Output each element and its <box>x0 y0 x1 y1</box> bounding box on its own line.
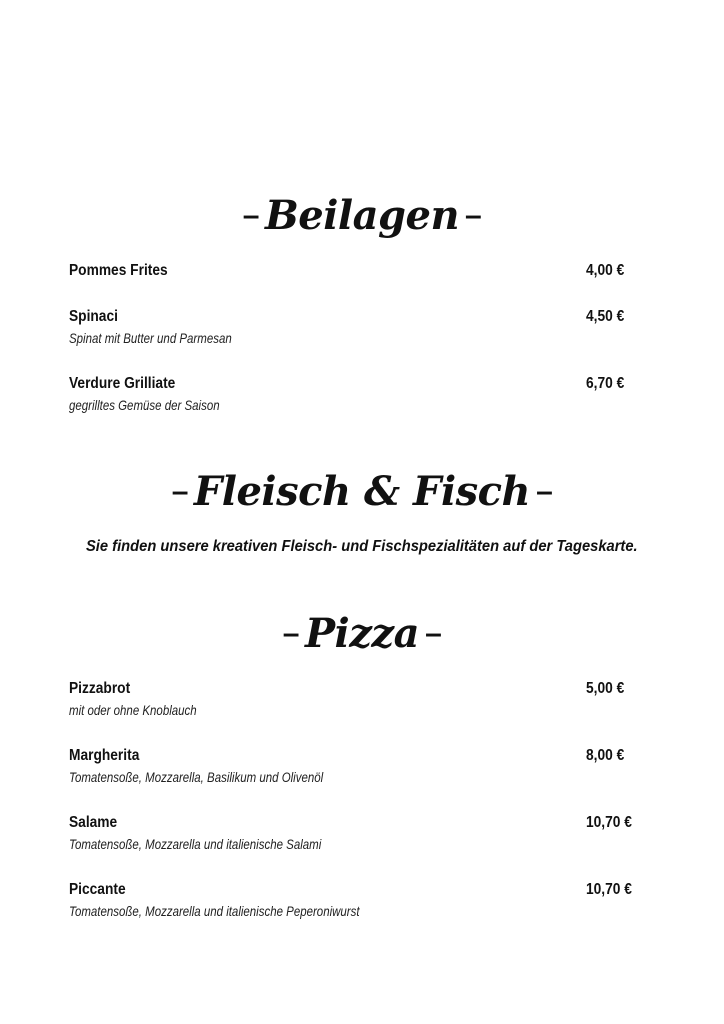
item-name: Verdure Grilliate <box>69 375 176 392</box>
heading-dash-right: – <box>465 199 482 232</box>
heading-dash-left: – <box>171 475 188 508</box>
section-heading-fleisch-fisch <box>0 468 724 516</box>
item-price: 4,50 € <box>586 308 625 325</box>
fleisch-fisch-note <box>0 538 724 556</box>
section-title-pizza: Pizza <box>304 610 420 657</box>
heading-dash-right: – <box>536 475 553 508</box>
section-title-fleisch-fisch: Fleisch & Fisch <box>193 468 531 515</box>
section-heading-pizza <box>0 610 724 658</box>
item-description: Tomatensoße, Mozzarella, Basilikum und Olivenöl <box>69 769 324 785</box>
item-price: 6,70 € <box>586 375 625 392</box>
item-price: 8,00 € <box>586 747 625 764</box>
heading-dash-right: – <box>425 617 442 650</box>
section-heading-beilagen <box>0 192 724 240</box>
item-description: Tomatensoße, Mozzarella und italienische Salami <box>69 836 322 852</box>
item-name: Spinaci <box>69 308 118 325</box>
note-text: Sie finden unsere kreativen Fleisch- und Fischspezialitäten auf der Tageskarte. <box>86 538 638 555</box>
item-price: 10,70 € <box>586 814 632 831</box>
heading-dash-left: – <box>282 617 299 650</box>
item-description: Spinat mit Butter und Parmesan <box>69 330 232 346</box>
item-name: Pizzabrot <box>69 680 131 697</box>
item-price: 10,70 € <box>586 881 632 898</box>
heading-dash-left: – <box>242 199 259 232</box>
item-description: mit oder ohne Knoblauch <box>69 702 197 718</box>
item-name: Salame <box>69 814 118 831</box>
item-description: Tomatensoße, Mozzarella und italienische Peperoniwurst <box>69 903 360 919</box>
item-name: Piccante <box>69 881 126 898</box>
item-name: Pommes Frites <box>69 262 168 279</box>
item-name: Margherita <box>69 747 140 764</box>
item-description: gegrilltes Gemüse der Saison <box>69 397 220 413</box>
item-price: 4,00 € <box>586 262 625 279</box>
section-title-beilagen: Beilagen <box>264 192 460 239</box>
item-price: 5,00 € <box>586 680 625 697</box>
